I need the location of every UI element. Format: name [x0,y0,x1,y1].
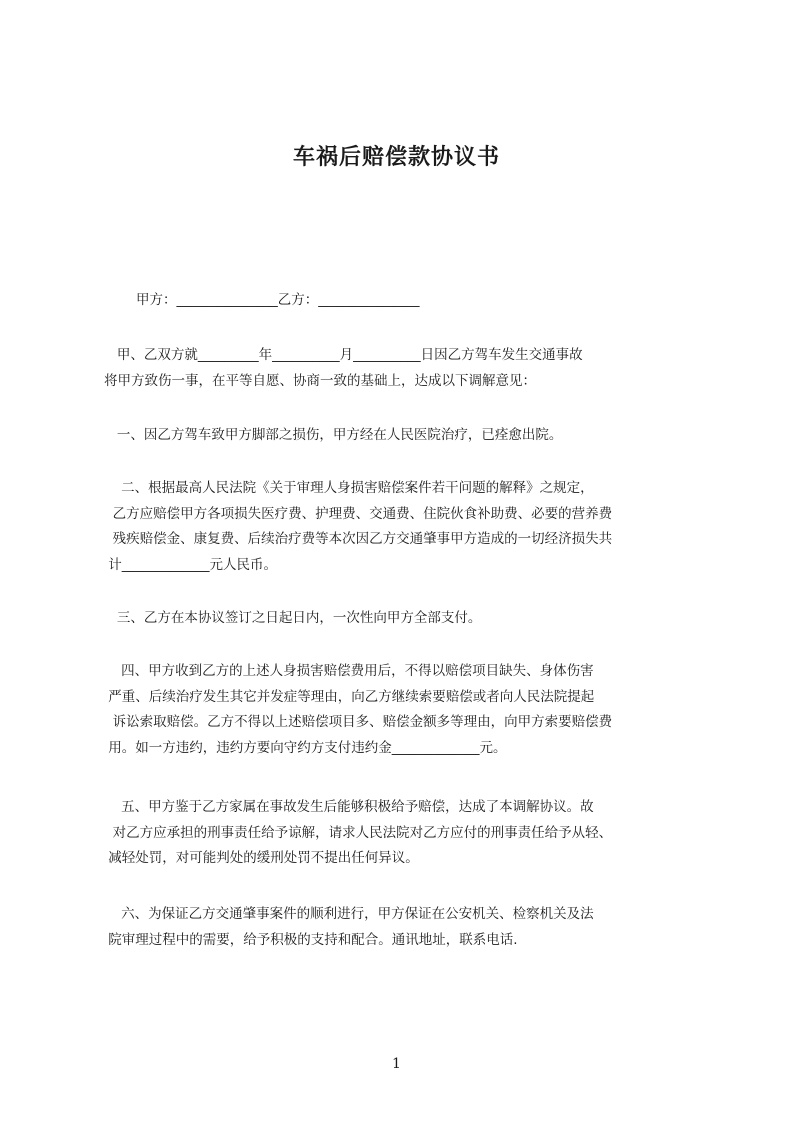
clause-1: 一、因乙方驾车致甲方脚部之损伤，甲方经在人民医院治疗，已痊愈出院。 [104,427,563,443]
clause-5: 五、甲方鉴于乙方家属在事故发生后能够积极给予赔偿，达成了本调解协议。故 对乙方应承担的刑事责任给予谅解，请求人民法院对乙方应付的刑事责任给予从轻、 减轻处罚，对可能判处的缓刑处罚不提出任何异议。 [108,799,613,866]
clause-6: 六、为保证乙方交通肇事案件的顺利进行，甲方保证在公安机关、检察机关及法 院审理过程中的需要，给予积极的支持和配合。通讯地址，联系电话. [108,906,594,948]
clause-4: 四、甲方收到乙方的上述人身损害赔偿费用后，不得以赔偿项目缺失、身体伤害 严重、后续治疗发生其它并发症等理由，向乙方继续索要赔偿或者向人民法院提起 诉讼索取赔偿。乙方不得以上述赔偿项目多、赔偿金额多等理由，向甲方索要赔偿费 用。如一方违约，违约方要向守约方支付违约金_____________元。 [108,663,613,756]
intro-paragraph: 甲、乙双方就_________年__________月__________日因乙方驾车发生交通事故 将甲方致伤一事，在平等自愿、协商一致的基础上，达成以下调解意见： [104,347,583,389]
clause-3: 三、乙方在本协议签订之日起日内，一次性向甲方全部支付。 [104,610,482,626]
page-number: 1 [392,1056,401,1072]
clause-2: 二、根据最高人民法院《关于审理人身损害赔偿案件若干问题的解释》之规定， 乙方应赔偿甲方各项损失医疗费、护理费、交通费、住院伙食补助费、必要的营养费 残疾赔偿金、康复费、后续治疗费等本次因乙方交通肇事甲方造成的一切经济损失共 计_____________元人民币。 [108,480,613,573]
parties-line: 甲方：_______________乙方：_______________ [136,292,420,308]
document-title: 车祸后赔偿款协议书 [292,145,500,170]
